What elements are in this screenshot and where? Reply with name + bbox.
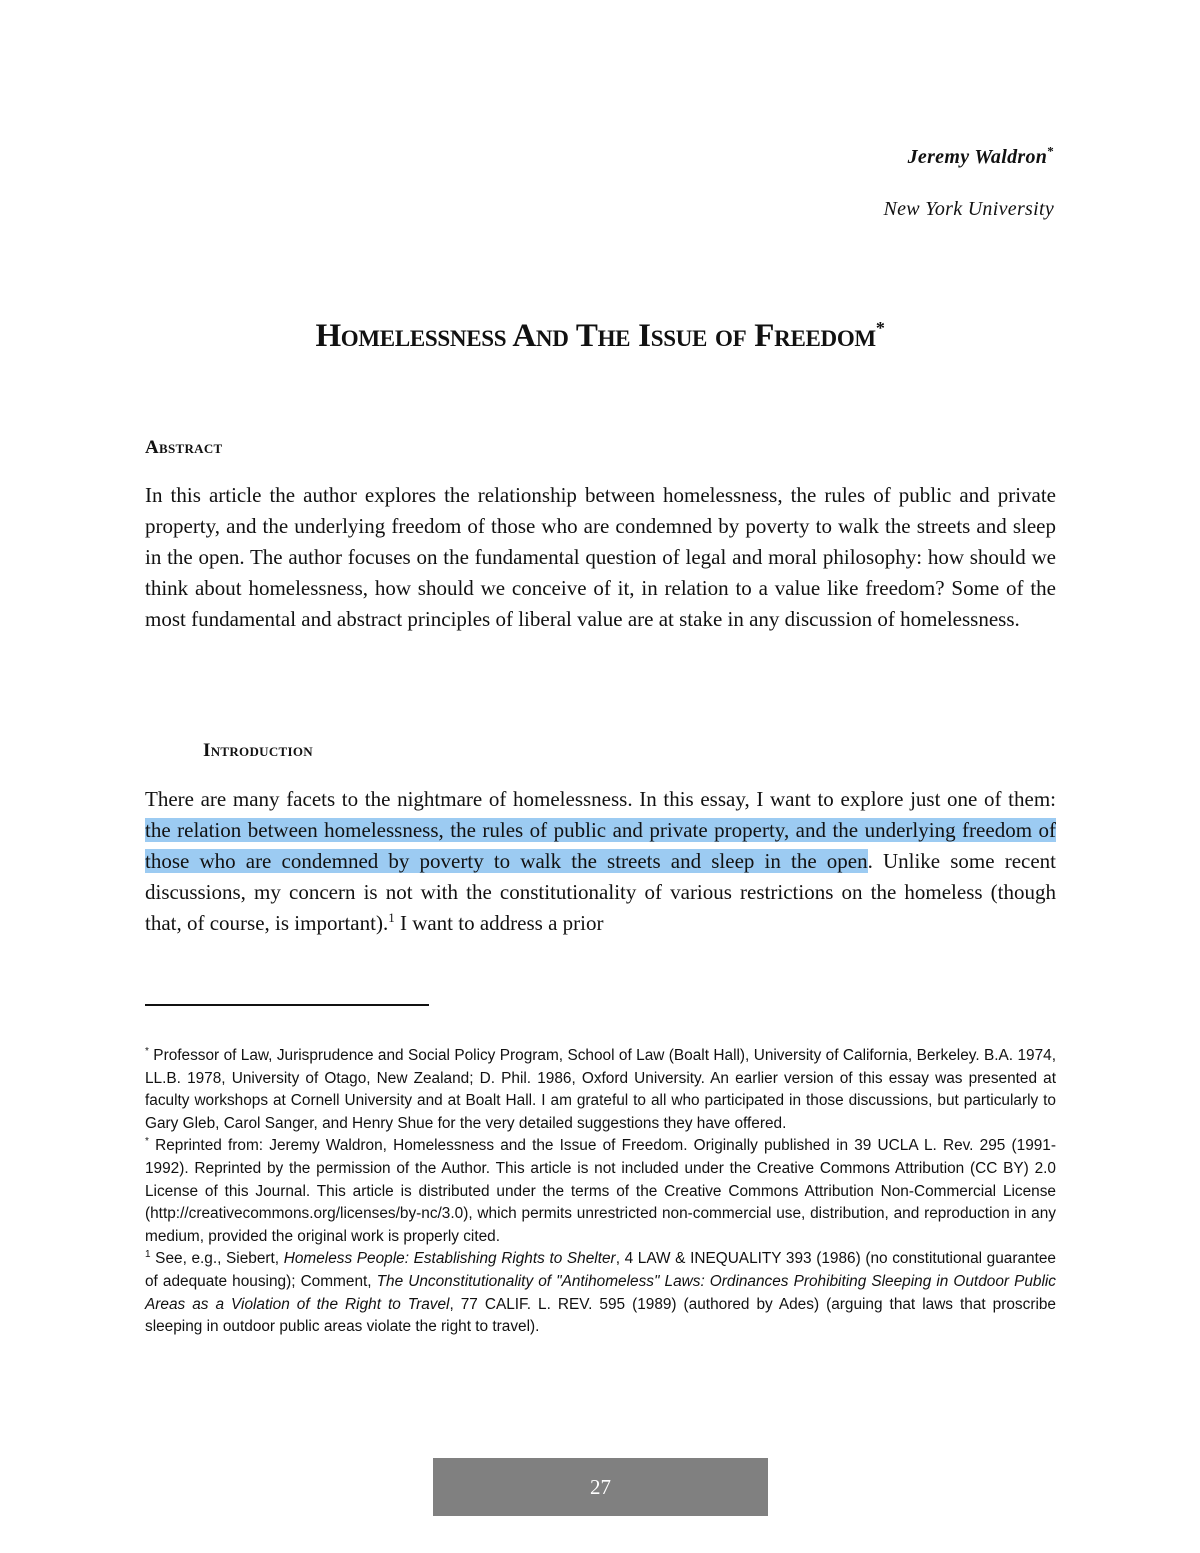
footnote-author-text: Professor of Law, Jurisprudence and Social Policy Program, School of Law (Boalt Hall), University of California, Berkeley. B.A. 1974, LL.B. 1978, University of Otago, New Zealand; D. Phil. 1986, Oxford University. An earlier version of this essay was presented at faculty workshops at Cornell University and at Boalt Hall. I am grateful to all who participated in those discussions, but particularly to Gary Gleb, Carol Sanger, and Henry Shue for the very detailed suggestions they have offered. bbox=[145, 1047, 1056, 1132]
footnote-1-citation-1: Homeless People: Establishing Rights to Shelter bbox=[283, 1250, 616, 1268]
footnote-1-part3: , 77 CALIF. L. REV. 595 (1989) (authored by Ades) (arguing that laws that proscribe sleeping in outdoor public areas violate the right to travel). bbox=[145, 1295, 1056, 1336]
footnote-1-citation-2: The Unconstitutionality of "Antihomeless" Laws: Ordinances Prohibiting Sleeping in Outdoor Public Areas as a Violation of the Right to Travel bbox=[145, 1272, 1057, 1313]
footnote-divider bbox=[145, 1004, 429, 1006]
footnote-reprint-text: Reprinted from: Jeremy Waldron, Homelessness and the Issue of Freedom. Originally published in 39 UCLA L. Rev. 295 (1991-1992). Reprinted by the permission of the Author. This article is not included under the Creative Commons Attribution (CC BY) 2.0 License of this Journal. This article is distributed under the terms of the Creative Commons Attribution Non-Commercial License (http://creativecommons.org/licenses/by-nc/3.0), which permits unrestricted non-commercial use, distribution, and reproduction in any medium, provided the original work is properly cited. bbox=[145, 1137, 1056, 1245]
introduction-paragraph bbox=[145, 784, 1056, 939]
footnote-1-part2: , 4 LAW & INEQUALITY 393 (1986) (no constitutional guarantee of adequate housing); Comment, bbox=[145, 1250, 1056, 1290]
footnote-author-mark: * bbox=[145, 1045, 149, 1057]
article-title-text: Homelessness And The Issue of Freedom bbox=[315, 318, 876, 354]
title-footnote-mark[interactable]: * bbox=[875, 318, 885, 338]
footnote-1-part1: See, e.g., Siebert, bbox=[150, 1250, 284, 1268]
footnote-1-mark: 1 bbox=[145, 1249, 151, 1261]
footnote-ref-1[interactable]: 1 bbox=[388, 910, 395, 925]
intro-text-after: I want to address a prior bbox=[394, 911, 604, 935]
footnotes bbox=[145, 1045, 1056, 1339]
author-affiliation: New York University bbox=[883, 198, 1054, 220]
intro-text-middle: . Unlike some recent discussions, my concern is not with the constitutionality of various restrictions on the homeless (though that, of course, is important). bbox=[145, 849, 1056, 935]
footnote-1 bbox=[145, 1248, 1056, 1338]
author-name-text: Jeremy Waldron bbox=[907, 146, 1048, 168]
author-footnote-mark[interactable]: * bbox=[1047, 143, 1054, 159]
highlighted-text[interactable]: the relation between homelessness, the rules of public and private property, and the underlying freedom of those who are condemned by poverty to walk the streets and sleep in the open bbox=[145, 818, 1056, 873]
page-number: 27 bbox=[433, 1458, 768, 1516]
abstract-heading: Abstract bbox=[145, 437, 223, 458]
abstract-text: In this article the author explores the relationship between homelessness, the rules of public and private property, and the underlying freedom of those who are condemned by poverty to walk the streets and sleep in the open. The author focuses on the fundamental question of legal and moral philosophy: how should we think about homelessness, how should we conceive of it, in relation to a value like freedom? Some of the most fundamental and abstract principles of liberal value are at stake in any discussion of homelessness. bbox=[145, 483, 1056, 631]
introduction-heading: Introduction bbox=[203, 740, 313, 761]
intro-text-before: There are many facets to the nightmare of homelessness. In this essay, I want to explore just one of them: bbox=[145, 787, 1056, 811]
footnote-reprint-mark: * bbox=[145, 1136, 149, 1148]
author-name bbox=[907, 143, 1054, 169]
footnote-author bbox=[145, 1045, 1056, 1135]
article-title bbox=[0, 318, 1200, 355]
footnote-reprint bbox=[145, 1135, 1056, 1248]
